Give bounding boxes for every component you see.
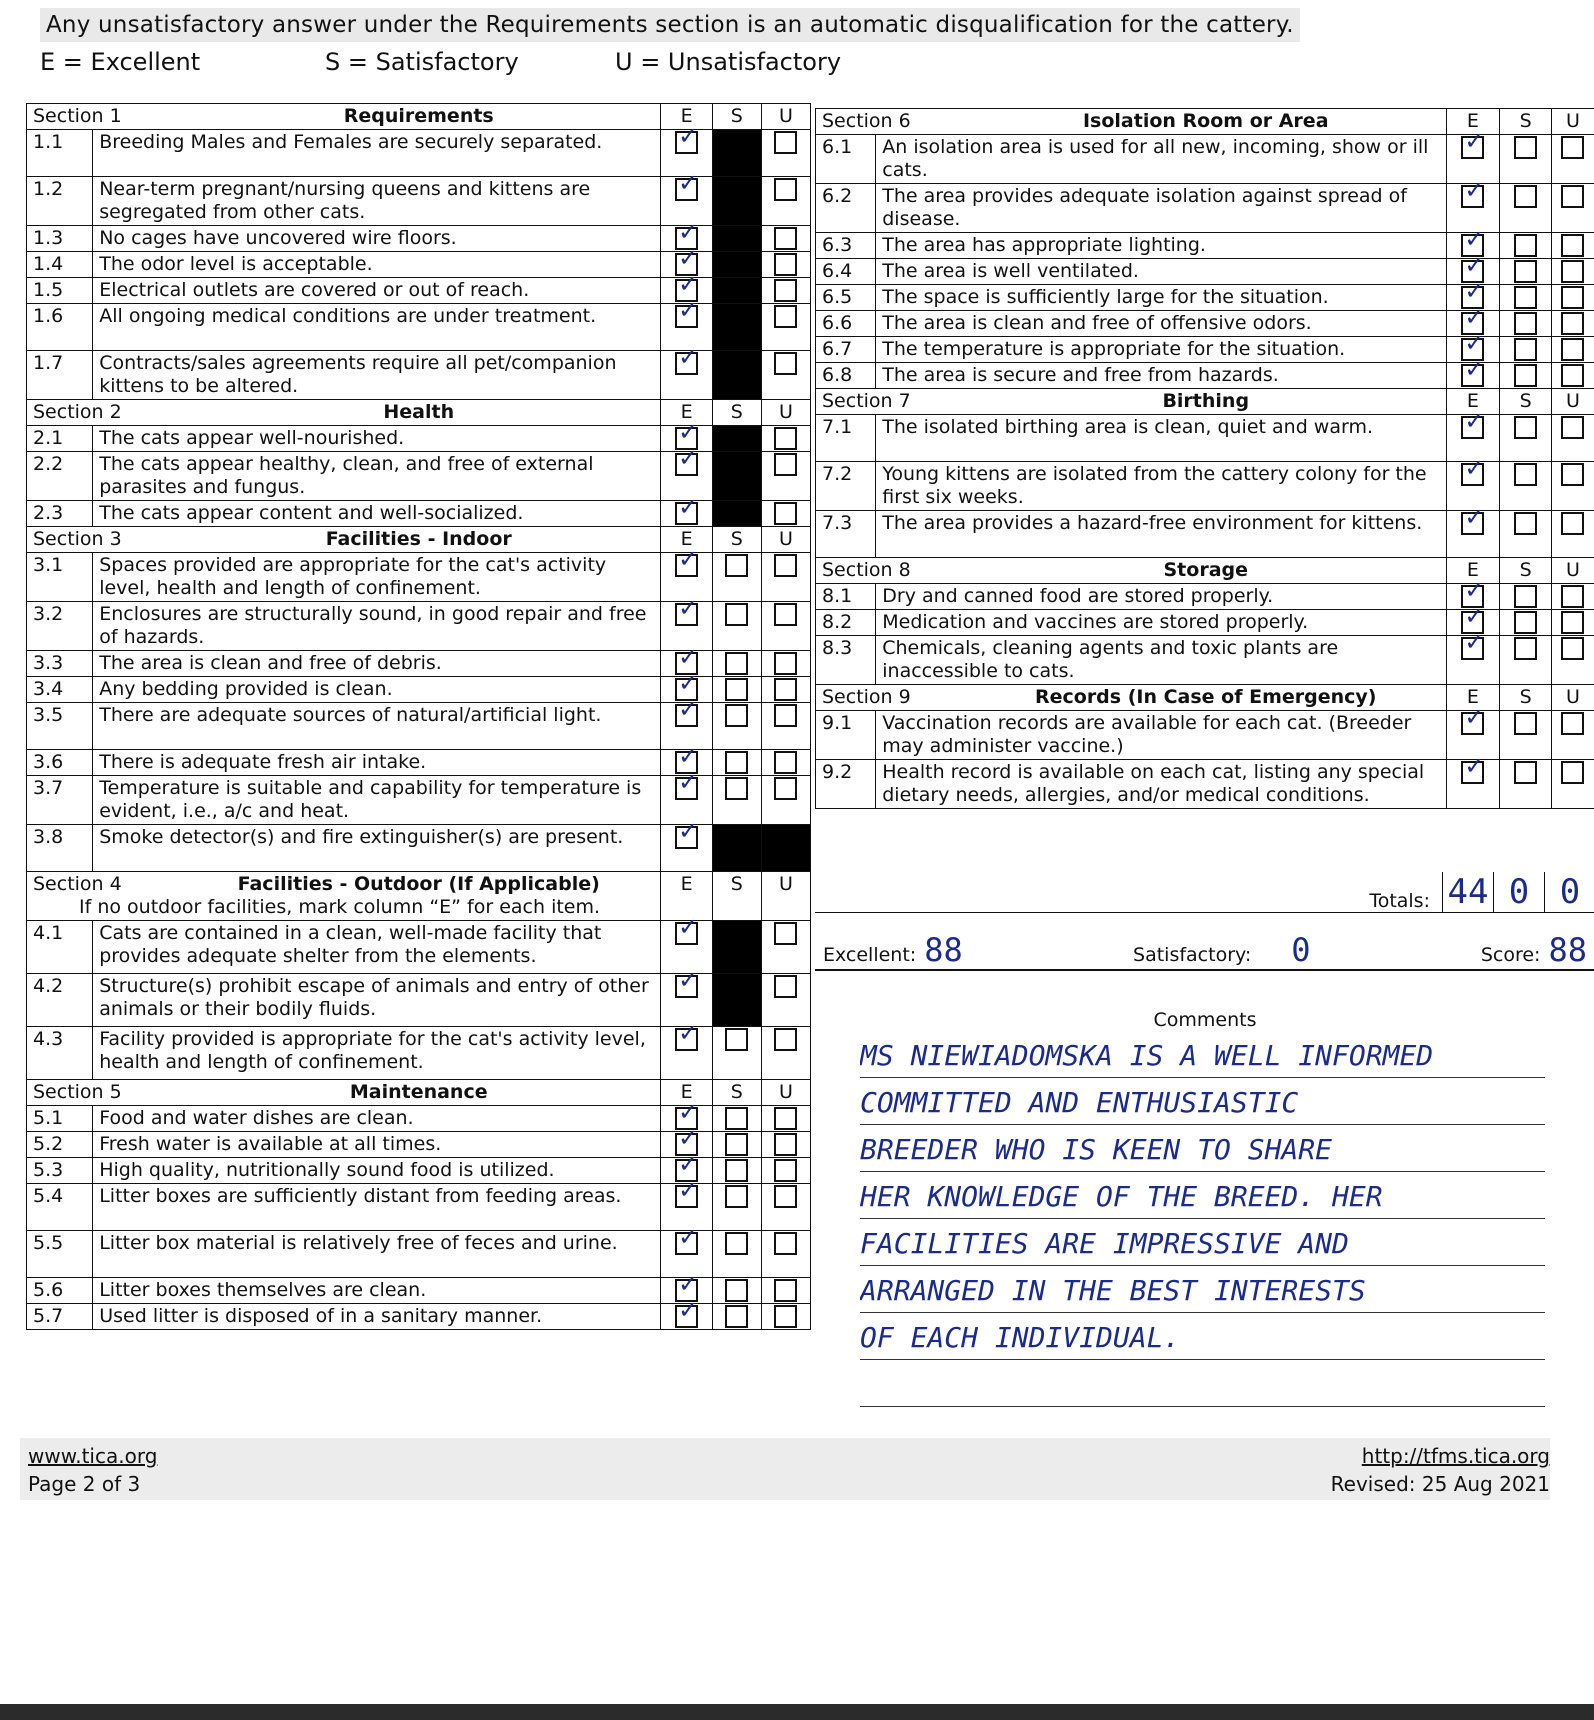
excellent-checkbox[interactable]: [675, 131, 698, 154]
column-header-u: U: [1551, 389, 1594, 415]
total-unsatisfactory: 0: [1544, 872, 1594, 912]
satisfactory-checkbox[interactable]: [725, 603, 748, 626]
checklist-row: [27, 501, 811, 527]
satisfactory-checkbox[interactable]: [1514, 312, 1537, 335]
satisfactory-checkbox[interactable]: [1514, 761, 1537, 784]
satisfactory-score-label: Satisfactory:: [1133, 944, 1252, 966]
satisfactory-checkbox[interactable]: [725, 704, 748, 727]
section-title: Storage: [1163, 559, 1248, 581]
item-number: 7.1: [816, 415, 876, 462]
unsatisfactory-checkbox[interactable]: [774, 453, 797, 476]
item-number: 2.2: [27, 452, 93, 501]
unsatisfactory-checkbox[interactable]: [774, 1159, 797, 1182]
section-title: Facilities - Indoor: [325, 528, 512, 550]
satisfactory-checkbox[interactable]: [725, 678, 748, 701]
excellent-checkbox[interactable]: [675, 922, 698, 945]
satisfactory-checkbox[interactable]: [1514, 611, 1537, 634]
column-header-e: E: [661, 1080, 712, 1106]
item-text: Smoke detector(s) and fire extinguisher(s) are present.: [93, 825, 661, 872]
satisfactory-score: [1133, 931, 1311, 969]
item-number: 5.1: [27, 1106, 93, 1132]
section-title: Health: [383, 401, 455, 423]
excellent-checkbox[interactable]: [675, 502, 698, 525]
page-number: Page 2 of 3: [28, 1472, 141, 1496]
excellent-checkbox[interactable]: [1461, 136, 1484, 159]
satisfactory-checkbox[interactable]: [725, 751, 748, 774]
item-number: 1.3: [27, 226, 93, 252]
unsatisfactory-checkbox[interactable]: [774, 1133, 797, 1156]
item-text: The temperature is appropriate for the situation.: [876, 337, 1446, 363]
excellent-checkbox[interactable]: [675, 777, 698, 800]
excellent-checkbox[interactable]: [675, 554, 698, 577]
blocked-cell: [712, 304, 761, 351]
column-header-u: U: [1551, 685, 1594, 711]
item-text: Health record is available on each cat, listing any special dietary needs, allergies, and/or medical conditions.: [876, 760, 1446, 809]
section-label: Section 1: [33, 105, 122, 127]
item-number: 8.2: [816, 610, 876, 636]
tfms-link[interactable]: http://tfms.tica.org: [1361, 1444, 1550, 1468]
blocked-cell: [712, 252, 761, 278]
unsatisfactory-checkbox[interactable]: [1561, 260, 1584, 283]
comment-line: ARRANGED IN THE BEST INTERESTS: [860, 1266, 1545, 1313]
checklist-row: [816, 760, 1594, 809]
excellent-checkbox[interactable]: [1461, 463, 1484, 486]
item-text: Young kittens are isolated from the cattery colony for the first six weeks.: [876, 462, 1446, 511]
column-header-e: E: [661, 104, 712, 130]
excellent-checkbox[interactable]: [1461, 712, 1484, 735]
item-text: Used litter is disposed of in a sanitary manner.: [93, 1304, 661, 1330]
item-text: The area is well ventilated.: [876, 259, 1446, 285]
checklist-row: [27, 1027, 811, 1080]
item-text: Food and water dishes are clean.: [93, 1106, 661, 1132]
bottom-scan-edge: [0, 1704, 1594, 1720]
unsatisfactory-checkbox[interactable]: [774, 1279, 797, 1302]
satisfactory-score-value: 0: [1291, 931, 1311, 969]
item-text: Structure(s) prohibit escape of animals and entry of other animals or their bodily fluids.: [93, 974, 661, 1027]
item-text: An isolation area is used for all new, incoming, show or ill cats.: [876, 135, 1446, 184]
column-header-e: E: [661, 872, 712, 921]
excellent-checkbox[interactable]: [675, 305, 698, 328]
score-row: [815, 913, 1594, 971]
satisfactory-checkbox[interactable]: [1514, 185, 1537, 208]
item-text: The area is clean and free of debris.: [93, 651, 661, 677]
item-number: 1.1: [27, 130, 93, 177]
column-header-e: E: [1446, 389, 1500, 415]
item-text: The area has appropriate lighting.: [876, 233, 1446, 259]
item-number: 1.5: [27, 278, 93, 304]
item-number: 3.1: [27, 553, 93, 602]
unsatisfactory-checkbox[interactable]: [774, 427, 797, 450]
unsatisfactory-checkbox[interactable]: [1561, 312, 1584, 335]
section-label: Section 4: [33, 873, 122, 895]
unsatisfactory-checkbox[interactable]: [774, 678, 797, 701]
column-header-e: E: [661, 400, 712, 426]
column-header-s: S: [712, 1080, 761, 1106]
comment-line: FACILITIES ARE IMPRESSIVE AND: [860, 1219, 1545, 1266]
satisfactory-checkbox[interactable]: [725, 1107, 748, 1130]
satisfactory-checkbox[interactable]: [725, 652, 748, 675]
unsatisfactory-checkbox[interactable]: [774, 1305, 797, 1328]
blocked-cell: [712, 278, 761, 304]
satisfactory-checkbox[interactable]: [1514, 338, 1537, 361]
satisfactory-checkbox[interactable]: [725, 1133, 748, 1156]
unsatisfactory-checkbox[interactable]: [774, 603, 797, 626]
item-text: Enclosures are structurally sound, in good repair and free of hazards.: [93, 602, 661, 651]
section-title: Maintenance: [349, 1081, 488, 1103]
column-header-u: U: [761, 1080, 810, 1106]
blocked-cell: [712, 501, 761, 527]
comment-line: COMMITTED AND ENTHUSIASTIC: [860, 1078, 1545, 1125]
item-number: 1.6: [27, 304, 93, 351]
item-text: All ongoing medical conditions are under treatment.: [93, 304, 661, 351]
satisfactory-checkbox[interactable]: [1514, 712, 1537, 735]
item-number: 6.4: [816, 259, 876, 285]
comments-label: Comments: [1153, 1009, 1257, 1031]
comment-line: BREEDER WHO IS KEEN TO SHARE: [860, 1125, 1545, 1172]
section-label: Section 6: [822, 110, 911, 132]
item-text: The cats appear healthy, clean, and free of external parasites and fungus.: [93, 452, 661, 501]
item-text: Temperature is suitable and capability for temperature is evident, i.e., a/c and heat.: [93, 776, 661, 825]
column-header-s: S: [712, 400, 761, 426]
item-number: 6.2: [816, 184, 876, 233]
unsatisfactory-checkbox[interactable]: [774, 922, 797, 945]
unsatisfactory-checkbox[interactable]: [774, 1107, 797, 1130]
checklist-row: [27, 351, 811, 400]
excellent-checkbox[interactable]: [675, 453, 698, 476]
item-number: 1.4: [27, 252, 93, 278]
column-header-u: U: [761, 104, 810, 130]
item-number: 3.7: [27, 776, 93, 825]
legend-satisfactory: S = Satisfactory: [325, 48, 519, 76]
item-number: 4.3: [27, 1027, 93, 1080]
column-header-u: U: [761, 400, 810, 426]
excellent-score: [823, 931, 963, 969]
unsatisfactory-checkbox[interactable]: [774, 975, 797, 998]
unsatisfactory-checkbox[interactable]: [774, 279, 797, 302]
item-number: 3.5: [27, 703, 93, 750]
unsatisfactory-checkbox[interactable]: [1561, 463, 1584, 486]
page-footer: [20, 1438, 1550, 1500]
checklist-row: [27, 1304, 811, 1330]
item-text: There are adequate sources of natural/artificial light.: [93, 703, 661, 750]
checklist-row: [816, 511, 1594, 558]
item-text: The isolated birthing area is clean, quiet and warm.: [876, 415, 1446, 462]
section-label: Section 2: [33, 401, 122, 423]
item-number: 5.3: [27, 1158, 93, 1184]
unsatisfactory-checkbox[interactable]: [774, 1028, 797, 1051]
unsatisfactory-checkbox[interactable]: [1561, 416, 1584, 439]
item-text: Litter box material is relatively free of feces and urine.: [93, 1231, 661, 1278]
item-number: 2.3: [27, 501, 93, 527]
item-number: 1.2: [27, 177, 93, 226]
blocked-cell: [712, 921, 761, 974]
satisfactory-checkbox[interactable]: [1514, 585, 1537, 608]
left-checklist-table: [26, 103, 811, 1330]
item-text: Cats are contained in a clean, well-made facility that provides adequate shelter from the elements.: [93, 921, 661, 974]
unsatisfactory-checkbox[interactable]: [774, 227, 797, 250]
satisfactory-checkbox[interactable]: [1514, 637, 1537, 660]
item-number: 4.2: [27, 974, 93, 1027]
item-number: 6.8: [816, 363, 876, 389]
unsatisfactory-checkbox[interactable]: [774, 253, 797, 276]
item-text: Litter boxes themselves are clean.: [93, 1278, 661, 1304]
unsatisfactory-checkbox[interactable]: [774, 502, 797, 525]
unsatisfactory-checkbox[interactable]: [774, 777, 797, 800]
column-header-s: S: [1500, 558, 1552, 584]
item-number: 4.1: [27, 921, 93, 974]
totals-label: Totals:: [1369, 890, 1430, 912]
column-header-u: U: [1551, 558, 1594, 584]
excellent-checkbox[interactable]: [675, 178, 698, 201]
satisfactory-checkbox[interactable]: [725, 554, 748, 577]
checklist-row: [816, 363, 1594, 389]
unsatisfactory-checkbox[interactable]: [1561, 338, 1584, 361]
item-number: 1.7: [27, 351, 93, 400]
unsatisfactory-checkbox[interactable]: [774, 131, 797, 154]
unsatisfactory-checkbox[interactable]: [774, 652, 797, 675]
item-text: The area provides a hazard-free environment for kittens.: [876, 511, 1446, 558]
column-header-s: S: [1500, 389, 1552, 415]
satisfactory-checkbox[interactable]: [725, 1159, 748, 1182]
column-header-s: S: [1500, 685, 1552, 711]
item-text: The space is sufficiently large for the situation.: [876, 285, 1446, 311]
item-text: Chemicals, cleaning agents and toxic plants are inaccessible to cats.: [876, 636, 1446, 685]
item-number: 5.7: [27, 1304, 93, 1330]
unsatisfactory-checkbox[interactable]: [1561, 611, 1584, 634]
excellent-checkbox[interactable]: [1461, 185, 1484, 208]
item-text: The area is secure and free from hazards.: [876, 363, 1446, 389]
total-excellent: 44: [1442, 872, 1493, 912]
item-text: The area is clean and free of offensive odors.: [876, 311, 1446, 337]
item-number: 6.3: [816, 233, 876, 259]
disqualification-notice: Any unsatisfactory answer under the Requirements section is an automatic disqualification for the cattery.: [40, 8, 1300, 42]
item-number: 7.3: [816, 511, 876, 558]
excellent-checkbox[interactable]: [1461, 364, 1484, 387]
satisfactory-checkbox[interactable]: [1514, 136, 1537, 159]
excellent-checkbox[interactable]: [1461, 637, 1484, 660]
unsatisfactory-checkbox[interactable]: [1561, 585, 1584, 608]
blocked-cell: [712, 130, 761, 177]
satisfactory-checkbox[interactable]: [1514, 234, 1537, 257]
column-header-s: S: [712, 872, 761, 921]
unsatisfactory-checkbox[interactable]: [774, 305, 797, 328]
blocked-cell: [712, 177, 761, 226]
item-text: Spaces provided are appropriate for the cat's activity level, health and length of confinement.: [93, 553, 661, 602]
unsatisfactory-checkbox[interactable]: [1561, 712, 1584, 735]
item-text: The odor level is acceptable.: [93, 252, 661, 278]
section-label: Section 3: [33, 528, 122, 550]
item-text: Contracts/sales agreements require all pet/companion kittens to be altered.: [93, 351, 661, 400]
item-number: 8.3: [816, 636, 876, 685]
item-text: Fresh water is available at all times.: [93, 1132, 661, 1158]
column-header-u: U: [761, 872, 810, 921]
item-text: Vaccination records are available for each cat. (Breeder may administer vaccine.): [876, 711, 1446, 760]
excellent-checkbox[interactable]: [675, 1232, 698, 1255]
satisfactory-checkbox[interactable]: [725, 1028, 748, 1051]
excellent-score-label: Excellent:: [823, 944, 917, 966]
excellent-checkbox[interactable]: [675, 352, 698, 375]
rating-legend: [40, 48, 1380, 76]
checklist-row: [27, 825, 811, 872]
item-number: 6.6: [816, 311, 876, 337]
section-label: Section 9: [822, 686, 911, 708]
satisfactory-checkbox[interactable]: [1514, 286, 1537, 309]
satisfactory-checkbox[interactable]: [1514, 364, 1537, 387]
unsatisfactory-checkbox[interactable]: [1561, 234, 1584, 257]
item-number: 3.3: [27, 651, 93, 677]
column-header-s: S: [712, 104, 761, 130]
comment-line-empty: [860, 1360, 1545, 1407]
item-text: There is adequate fresh air intake.: [93, 750, 661, 776]
excellent-checkbox[interactable]: [1461, 761, 1484, 784]
section-label: Section 5: [33, 1081, 122, 1103]
blocked-cell: [761, 825, 810, 872]
item-text: The area provides adequate isolation against spread of disease.: [876, 184, 1446, 233]
comment-line: OF EACH INDIVIDUAL.: [860, 1313, 1545, 1360]
item-text: Facility provided is appropriate for the cat's activity level, health and length of confinement.: [93, 1027, 661, 1080]
item-text: The cats appear well-nourished.: [93, 426, 661, 452]
satisfactory-checkbox[interactable]: [725, 777, 748, 800]
item-text: Any bedding provided is clean.: [93, 677, 661, 703]
section-title: Facilities - Outdoor (If Applicable): [237, 873, 600, 895]
item-text: Electrical outlets are covered or out of reach.: [93, 278, 661, 304]
item-text: No cages have uncovered wire floors.: [93, 226, 661, 252]
unsatisfactory-checkbox[interactable]: [774, 352, 797, 375]
unsatisfactory-checkbox[interactable]: [1561, 136, 1584, 159]
item-text: Near-term pregnant/nursing queens and kittens are segregated from other cats.: [93, 177, 661, 226]
item-number: 9.2: [816, 760, 876, 809]
satisfactory-checkbox[interactable]: [1514, 512, 1537, 535]
section-subtitle: If no outdoor facilities, mark column “E” for each item.: [79, 896, 601, 918]
section-label: Section 7: [822, 390, 911, 412]
item-text: Medication and vaccines are stored properly.: [876, 610, 1446, 636]
total-satisfactory: 0: [1493, 872, 1544, 912]
unsatisfactory-checkbox[interactable]: [1561, 637, 1584, 660]
unsatisfactory-checkbox[interactable]: [1561, 185, 1584, 208]
item-number: 6.7: [816, 337, 876, 363]
column-header-s: S: [712, 527, 761, 553]
column-header-e: E: [1446, 109, 1500, 135]
revision-date: Revised: 25 Aug 2021: [1330, 1472, 1550, 1496]
unsatisfactory-checkbox[interactable]: [1561, 512, 1584, 535]
item-text: Litter boxes are sufficiently distant from feeding areas.: [93, 1184, 661, 1231]
unsatisfactory-checkbox[interactable]: [1561, 364, 1584, 387]
form-header: [40, 8, 1380, 76]
unsatisfactory-checkbox[interactable]: [774, 704, 797, 727]
comment-line: HER KNOWLEDGE OF THE BREED. HER: [860, 1172, 1545, 1219]
item-text: Breeding Males and Females are securely separated.: [93, 130, 661, 177]
blocked-cell: [712, 974, 761, 1027]
item-number: 5.6: [27, 1278, 93, 1304]
satisfactory-checkbox[interactable]: [725, 1232, 748, 1255]
totals-row: [815, 862, 1594, 913]
excellent-checkbox[interactable]: [675, 826, 698, 849]
blocked-cell: [712, 351, 761, 400]
satisfactory-checkbox[interactable]: [1514, 416, 1537, 439]
right-checklist-table: [815, 108, 1594, 809]
unsatisfactory-checkbox[interactable]: [1561, 761, 1584, 784]
excellent-checkbox[interactable]: [1461, 512, 1484, 535]
item-text: Dry and canned food are stored properly.: [876, 584, 1446, 610]
comment-line: MS NIEWIADOMSKA IS A WELL INFORMED: [860, 1031, 1545, 1078]
item-number: 3.6: [27, 750, 93, 776]
satisfactory-checkbox[interactable]: [725, 1279, 748, 1302]
legend-excellent: E = Excellent: [40, 48, 201, 76]
excellent-checkbox[interactable]: [675, 1185, 698, 1208]
satisfactory-checkbox[interactable]: [725, 1185, 748, 1208]
legend-unsatisfactory: U = Unsatisfactory: [615, 48, 842, 76]
item-number: 3.4: [27, 677, 93, 703]
item-text: High quality, nutritionally sound food is utilized.: [93, 1158, 661, 1184]
blocked-cell: [712, 452, 761, 501]
total-score: [1481, 931, 1587, 969]
column-header-u: U: [1551, 109, 1594, 135]
excellent-checkbox[interactable]: [675, 704, 698, 727]
excellent-checkbox[interactable]: [675, 1305, 698, 1328]
item-number: 7.2: [816, 462, 876, 511]
section-title: Records (In Case of Emergency): [1034, 686, 1377, 708]
unsatisfactory-checkbox[interactable]: [774, 751, 797, 774]
column-header-e: E: [1446, 685, 1500, 711]
column-header-u: U: [761, 527, 810, 553]
total-score-label: Score:: [1480, 944, 1541, 966]
excellent-checkbox[interactable]: [675, 975, 698, 998]
unsatisfactory-checkbox[interactable]: [774, 554, 797, 577]
totals-area: [815, 862, 1594, 1407]
blocked-cell: [712, 426, 761, 452]
column-header-s: S: [1500, 109, 1552, 135]
item-number: 3.2: [27, 602, 93, 651]
item-number: 9.1: [816, 711, 876, 760]
item-number: 2.1: [27, 426, 93, 452]
section-title: Isolation Room or Area: [1082, 110, 1329, 132]
item-number: 5.5: [27, 1231, 93, 1278]
item-number: 8.1: [816, 584, 876, 610]
section-title: Birthing: [1162, 390, 1250, 412]
blocked-cell: [712, 825, 761, 872]
satisfactory-checkbox[interactable]: [725, 1305, 748, 1328]
satisfactory-checkbox[interactable]: [1514, 463, 1537, 486]
column-header-e: E: [661, 527, 712, 553]
unsatisfactory-checkbox[interactable]: [774, 1232, 797, 1255]
excellent-checkbox[interactable]: [1461, 416, 1484, 439]
blocked-cell: [712, 226, 761, 252]
unsatisfactory-checkbox[interactable]: [774, 1185, 797, 1208]
item-number: 6.1: [816, 135, 876, 184]
excellent-checkbox[interactable]: [675, 1028, 698, 1051]
comments-box: [815, 1031, 1594, 1407]
item-number: 5.2: [27, 1132, 93, 1158]
item-text: The cats appear content and well-socialized.: [93, 501, 661, 527]
excellent-checkbox[interactable]: [675, 603, 698, 626]
checklist-row: [816, 636, 1594, 685]
section-title: Requirements: [343, 105, 494, 127]
satisfactory-checkbox[interactable]: [1514, 260, 1537, 283]
item-number: 5.4: [27, 1184, 93, 1231]
item-number: 3.8: [27, 825, 93, 872]
excellent-score-value: 88: [924, 931, 963, 969]
unsatisfactory-checkbox[interactable]: [774, 178, 797, 201]
column-header-e: E: [1446, 558, 1500, 584]
website-link[interactable]: www.tica.org: [28, 1444, 158, 1468]
unsatisfactory-checkbox[interactable]: [1561, 286, 1584, 309]
section-label: Section 8: [822, 559, 911, 581]
total-score-value: 88: [1548, 931, 1587, 969]
item-number: 6.5: [816, 285, 876, 311]
